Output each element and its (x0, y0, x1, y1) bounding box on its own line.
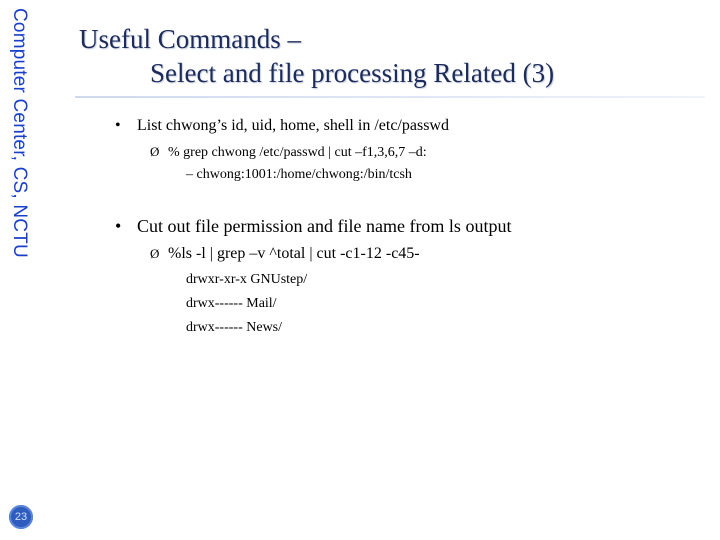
command-line-1 (150, 144, 427, 161)
sidebar-title: Computer Center, CS, NCTU (9, 8, 30, 258)
bullet-item-2 (115, 216, 511, 237)
command-text: % grep chwong /etc/passwd | cut –f1,3,6,7 –d: (168, 145, 427, 160)
command-line-2 (150, 245, 420, 263)
sidebar (0, 0, 50, 540)
command-output-1: – chwong:1001:/home/chwong:/bin/tcsh (186, 167, 412, 182)
arrow-icon: Ø (150, 246, 160, 261)
page-number-badge: 23 (9, 505, 33, 529)
arrow-icon: Ø (150, 144, 160, 159)
output-line: drwx------ Mail/ (186, 296, 277, 311)
output-line: drwx------ News/ (186, 320, 283, 335)
bullet-marker: • (115, 216, 122, 236)
bullet-marker: • (115, 117, 121, 134)
slide-title-line2: Select and file processing Related (3) (150, 58, 555, 88)
command-text: %ls -l | grep –v ^total | cut -c1-12 -c45- (168, 245, 420, 262)
bullet-text: List chwong’s id, uid, home, shell in /etc/passwd (137, 117, 449, 134)
slide-title-line1: Useful Commands – (79, 24, 301, 54)
bullet-text: Cut out file permission and file name from ls output (137, 216, 512, 236)
output-line: drwxr-xr-x GNUstep/ (186, 272, 308, 287)
title-divider (75, 96, 705, 98)
bullet-item-1 (115, 117, 449, 135)
